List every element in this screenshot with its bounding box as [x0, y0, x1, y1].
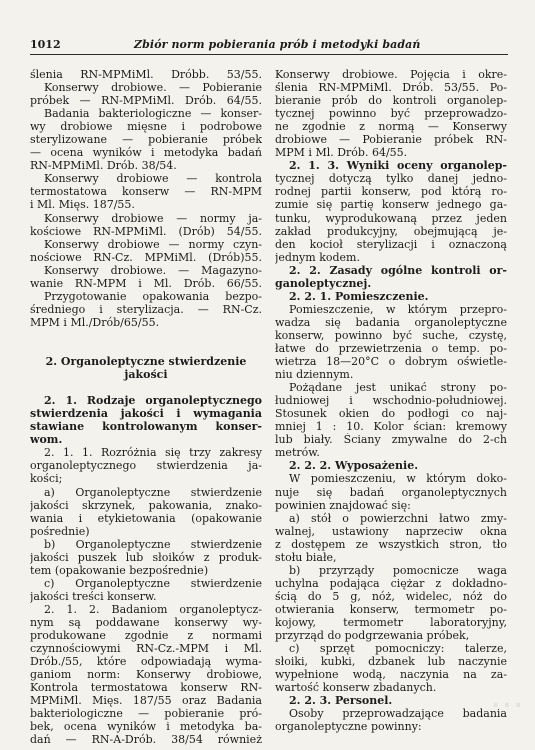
left-column: [30, 68, 262, 746]
text-line: kojowy, termometr laboratoryjny,: [275, 615, 507, 629]
text-line: sterylizowane — pobieranie próbek: [30, 133, 262, 147]
text-line: Osoby przeprowadzające badania: [289, 707, 507, 721]
text-line: jakości: [124, 368, 168, 382]
text-line: bieranie prób do kontroli organolep-: [275, 94, 507, 108]
text-line: b) przyrządy pomocnicze waga: [289, 563, 507, 577]
text-line: próbek — RN-MPMiMl. Drób. 64/55.: [30, 94, 262, 108]
text-line: nościowe RN-Cz. MPMiMl. (Drób)55.: [30, 250, 262, 264]
text-line: nym są poddawane konserwy wy-: [30, 615, 262, 629]
text-line: Badania bakteriologiczne — konser-: [44, 107, 262, 121]
text-line: — ocena wyników i metodyka badań: [30, 146, 262, 160]
text-line: den kocioł sterylizacji i oznaczoną: [275, 237, 507, 251]
text-line: zumie się partię konserw jednego ga-: [275, 198, 507, 212]
text-line: organoleptycznego stwierdzenia ja-: [30, 459, 262, 473]
text-line: 2. 1. 1. Rozróżnia się trzy zakresy: [44, 446, 262, 460]
text-line: zakład produkcyjny, obejmującą je-: [275, 224, 507, 238]
text-line: ślenia RN-MPMiMl. Dróbb. 53/55.: [30, 68, 262, 81]
text-line: jakości treści konserw.: [30, 589, 157, 603]
text-line: pośrednie): [30, 524, 90, 538]
text-line: otwierania konserw, termometr po-: [275, 602, 507, 616]
text-line: organoleptyczne powinny:: [275, 720, 422, 734]
text-line: 2. 2. Zasady ogólne kontroli or-: [289, 263, 507, 277]
text-line: tem (opakowanie bezpośrednie): [30, 563, 209, 577]
text-line: metrów.: [275, 446, 320, 460]
text-line: RN-MPMiMl. Drób. 38/54.: [30, 159, 177, 173]
text-line: Konserwy drobiowe. — Magazyno-: [44, 263, 262, 277]
text-line: produkowane zgodnie z normami: [30, 629, 262, 643]
text-line: niu dziennym.: [275, 368, 354, 382]
text-line: przyrząd do podgrzewania próbek,: [275, 629, 470, 643]
text-line: Konserwy drobiowe — kontrola: [44, 172, 262, 186]
text-line: jakości puszek lub słoików z produk-: [30, 550, 262, 564]
text-line: łatwe do przewietrzenia o temp. po-: [275, 341, 507, 355]
text-line: walnej, ustawiony naprzeciw okna: [275, 524, 507, 538]
text-line: kości;: [30, 472, 63, 486]
text-line: wietrza 18—20°C o dobrym oświetle-: [275, 355, 507, 369]
text-line: W pomieszczeniu, w którym doko-: [289, 472, 507, 486]
text-line: wania i etykietowania (opakowanie: [30, 511, 262, 525]
text-line: Pomieszczenie, w którym przepro-: [289, 302, 507, 316]
text-line: [30, 329, 262, 342]
text-line: i Ml. Mięs. 187/55.: [30, 198, 135, 212]
text-line: Konserwy drobiowe. — Pobieranie: [44, 81, 262, 95]
text-line: wanie RN-MPM i Ml. Drób. 66/55.: [30, 276, 262, 290]
text-line: stwierdzenia jakości i wymagania: [30, 407, 262, 421]
text-line: Kontrola termostatowa konserw RN-: [30, 681, 262, 695]
text-line: [30, 342, 262, 355]
text-line: drobiowe — Pobieranie próbek RN-: [275, 133, 507, 147]
text-line: MPMiMl. Mięs. 187/55 oraz Badania: [30, 694, 262, 708]
text-line: słoiki, kubki, dzbanek lub naczynie: [275, 655, 507, 669]
text-line: 2. Organoleptyczne stwierdzenie: [45, 355, 247, 369]
text-line: tunku, wyprodukowaną przez jeden: [275, 211, 507, 225]
page-number: 1012: [30, 38, 61, 51]
text-line: wy drobiowe mięsne i podrobowe: [30, 120, 262, 134]
text-line: 2. 2. 3. Personel.: [289, 694, 393, 708]
watermark-stamp: …: [490, 676, 525, 716]
text-line: Drób./55, które odpowiadają wyma-: [30, 655, 262, 669]
text-line: jakości skrzynek, pakowania, znako-: [30, 498, 262, 512]
text-line: 2. 1. Rodzaje organoleptycznego: [44, 394, 262, 408]
text-line: c) sprzęt pomocniczy: talerze,: [289, 642, 507, 656]
text-line: mniej 1 : 10. Kolor ścian: kremowy: [275, 420, 507, 434]
text-line: wom.: [30, 433, 63, 447]
text-line: c) Organoleptyczne stwierdzenie: [44, 576, 262, 590]
text-line: 2. 2. 1. Pomieszczenie.: [289, 289, 429, 303]
text-line: Konserwy drobiowe — normy czyn-: [44, 237, 262, 251]
running-title: Zbiór norm pobierania prób i metodyki badań: [134, 38, 421, 51]
text-line: tycznej powinno być przeprowadzo-: [275, 107, 507, 121]
text-line: powinien znajdować się:: [275, 498, 411, 512]
page-header: [30, 38, 508, 55]
text-line: 2. 1. 3. Wyniki oceny organolep-: [289, 159, 507, 173]
text-line: lub biały. Ściany zmywalne do 2-ch: [275, 433, 507, 447]
text-line: Konserwy drobiowe — normy ja-: [44, 211, 262, 225]
text-line: ne zgodnie z normą — Konserwy: [275, 120, 507, 134]
text-line: konserw, powinno być suche, czystę,: [275, 328, 507, 342]
right-column: [275, 68, 507, 733]
text-line: termostatowa konserw — RN-MPM: [30, 185, 262, 199]
text-line: wartość konserw zbadanych.: [275, 681, 437, 695]
text-line: ślenia RN-MPMiMl. Drób. 53/55. Po-: [275, 81, 507, 95]
text-line: MPM i Ml. Drób. 64/55.: [275, 146, 408, 160]
text-line: 2. 2. 2. Wyposażenie.: [289, 459, 419, 473]
text-line: b) Organoleptyczne stwierdzenie: [44, 537, 262, 551]
text-line: uchylna podająca ciężar z dokładno-: [275, 576, 507, 590]
text-line: [30, 381, 262, 394]
text-line: tycznej dotyczą tylko danej jedno-: [275, 172, 507, 186]
text-line: rodnej partii konserw, pod którą ro-: [275, 185, 507, 199]
text-line: łudniowej i wschodnio-południowej.: [275, 394, 507, 408]
text-line: a) Organoleptyczne stwierdzenie: [44, 485, 262, 499]
text-line: bek, ocena wyników i metodyka ba-: [30, 720, 262, 734]
text-line: Pożądane jest unikać strony po-: [289, 381, 507, 395]
text-line: kościowe RN-MPMiMl. (Drób) 54/55.: [30, 224, 262, 238]
text-line: stawiane kontrolowanym konser-: [30, 420, 262, 434]
text-line: MPM i Ml./Drób/65/55.: [30, 315, 160, 329]
text-line: stołu białe,: [275, 550, 337, 564]
text-line: bakteriologiczne — pobieranie pró-: [30, 707, 262, 721]
text-line: ganoleptycznej.: [275, 276, 372, 290]
text-line: Przygotowanie opakowania bezpo-: [44, 289, 262, 303]
text-line: Konserwy drobiowe. Pojęcia i okre-: [275, 68, 507, 81]
text-line: z dostępem ze wszystkich stron, tło: [275, 537, 507, 551]
text-line: ścią do 5 g, nóż, widelec, nóż do: [275, 589, 507, 603]
text-line: średniego i sterylizacja. — RN-Cz.: [30, 302, 262, 316]
text-line: nuje się badań organoleptycznych: [275, 485, 507, 499]
text-line: 2. 1. 2. Badaniom organoleptycz-: [44, 602, 262, 616]
text-line: a) stół o powierzchni łatwo zmy-: [289, 511, 507, 525]
text-line: czynnościowymi RN-Cz.-MPM i Ml.: [30, 642, 262, 656]
text-line: ganiom norm: Konserwy drobiowe,: [30, 668, 262, 682]
text-line: dań — RN-A-Drób. 38/54 również: [30, 733, 262, 747]
text-line: Stosunek okien do podłogi co naj-: [275, 407, 507, 421]
text-line: wadza się badania organoleptyczne: [275, 315, 507, 329]
text-line: wypełnione wodą, naczynia na za-: [275, 668, 507, 682]
text-line: jednym kodem.: [275, 250, 360, 264]
